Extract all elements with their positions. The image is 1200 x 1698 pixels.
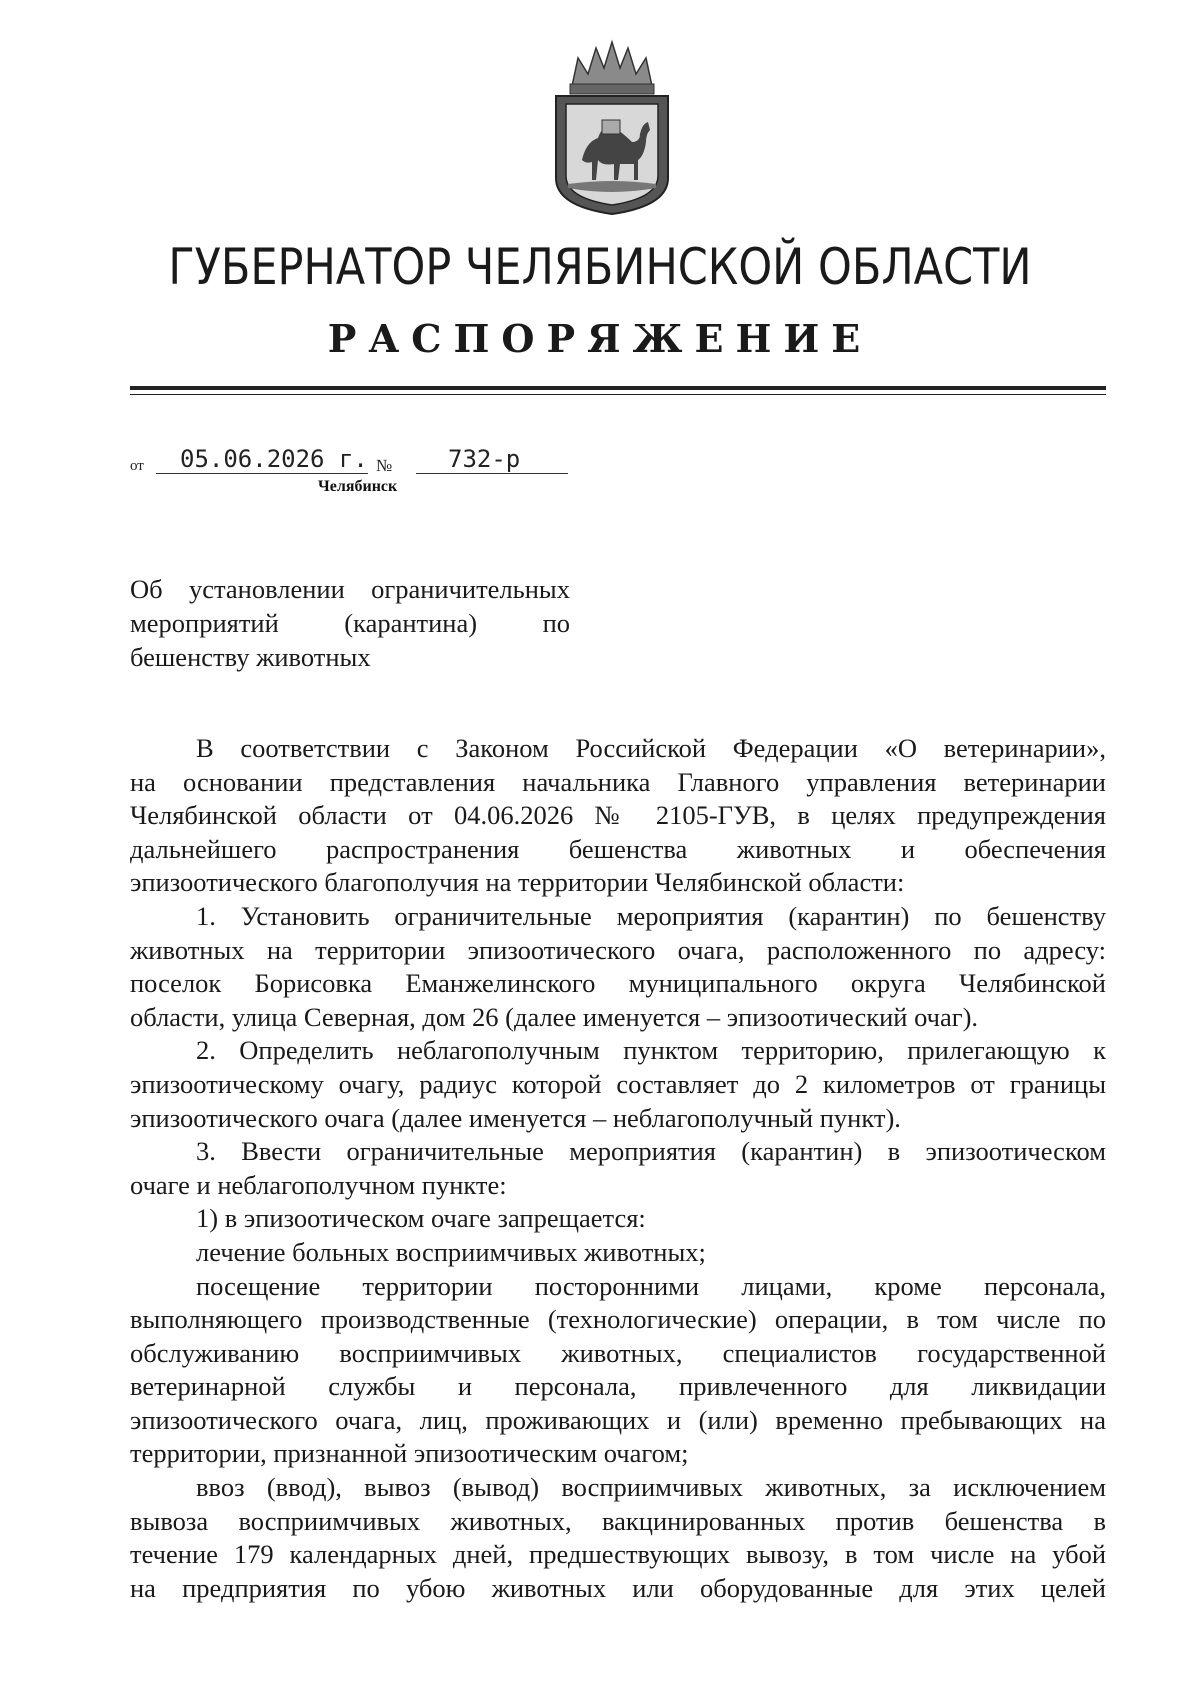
number-underline	[416, 473, 568, 474]
subject-line: Об установлении ограничительных	[130, 574, 570, 604]
body-line: дальнейшего распространения бешенства животных и обеспечения	[130, 833, 1106, 864]
issue-city: Челябинск	[318, 478, 398, 495]
body-line: выполняющего производственные (технологические) операции, в том числе по	[130, 1304, 1106, 1335]
body-line: очаге и неблагополучном пункте:	[130, 1169, 507, 1200]
body-line: эпизоотическому очагу, радиус которой составляет до 2 километров от границы	[130, 1068, 1106, 1099]
body-line: вывоза восприимчивых животных, вакцинированных против бешенства в	[130, 1505, 1106, 1536]
body-line: Челябинской области от 04.06.2026 № 2105-ГУВ, в целях предупреждения	[130, 800, 1106, 831]
body-line: области, улица Северная, дом 26 (далее именуется – эпизоотический очаг).	[130, 1001, 979, 1032]
body-line: на предприятия по убою животных или оборудованные для этих целей	[130, 1572, 1106, 1603]
body-line: ввоз (ввод), вывоз (вывод) восприимчивых животных, за исключением	[196, 1472, 1106, 1503]
number-label: №	[376, 456, 393, 475]
header-divider-thin	[130, 394, 1106, 395]
body-line: 3. Ввести ограничительные мероприятия (карантин) в эпизоотическом	[196, 1136, 1106, 1167]
body-line: ветеринарной службы и персонала, привлеченного для ликвидации	[130, 1371, 1106, 1402]
body-line: лечение больных восприимчивых животных;	[196, 1236, 706, 1267]
body-line: эпизоотического очага (далее именуется – неблагополучный пункт).	[130, 1102, 901, 1133]
body-line: 1. Установить ограничительные мероприятия (карантин) по бешенству	[196, 900, 1106, 931]
body-line: на основании представления начальника Главного управления ветеринарии	[130, 766, 1106, 797]
body-line: животных на территории эпизоотического очага, расположенного по адресу:	[130, 934, 1106, 965]
body-line: территории, признанной эпизоотическим очагом;	[130, 1438, 689, 1469]
document-date: 05.06.2026 г.	[180, 445, 368, 473]
body-line: течение 179 календарных дней, предшествующих вывозу, в том числе на убой	[130, 1539, 1106, 1570]
body-line: 1) в эпизоотическом очаге запрещается:	[196, 1203, 646, 1234]
body-line: В соответствии с Законом Российской Федерации «О ветеринарии»,	[196, 733, 1106, 763]
body-line: обслуживанию восприимчивых животных, специалистов государственной	[130, 1337, 1106, 1368]
document-number: 732-р	[448, 445, 521, 473]
subject-line: бешенству животных	[130, 642, 371, 672]
body-line: посещение территории посторонними лицами, кроме персонала,	[196, 1270, 1106, 1301]
date-underline	[156, 473, 368, 474]
body-line: 2. Определить неблагополучным пунктом территорию, прилегающую к	[196, 1035, 1106, 1066]
organization-title: ГУБЕРНАТОР ЧЕЛЯБИНСКОЙ ОБЛАСТИ	[168, 238, 1032, 296]
coat-of-arms-icon	[542, 38, 682, 218]
body-line: поселок Борисовка Еманжелинского муниципального округа Челябинской	[130, 968, 1106, 999]
document-body	[130, 732, 1106, 1605]
subject-line: мероприятий (карантина) по	[130, 608, 570, 638]
header-divider-thick	[130, 386, 1106, 390]
date-prefix-label: от	[130, 458, 144, 474]
document-subject	[130, 572, 570, 674]
body-line: эпизоотического благополучия на территории Челябинской области:	[130, 867, 905, 898]
body-line: эпизоотического очага, лиц, проживающих и (или) временно пребывающих на	[130, 1404, 1106, 1435]
document-type-heading: РАСПОРЯЖЕНИЕ	[327, 316, 873, 361]
